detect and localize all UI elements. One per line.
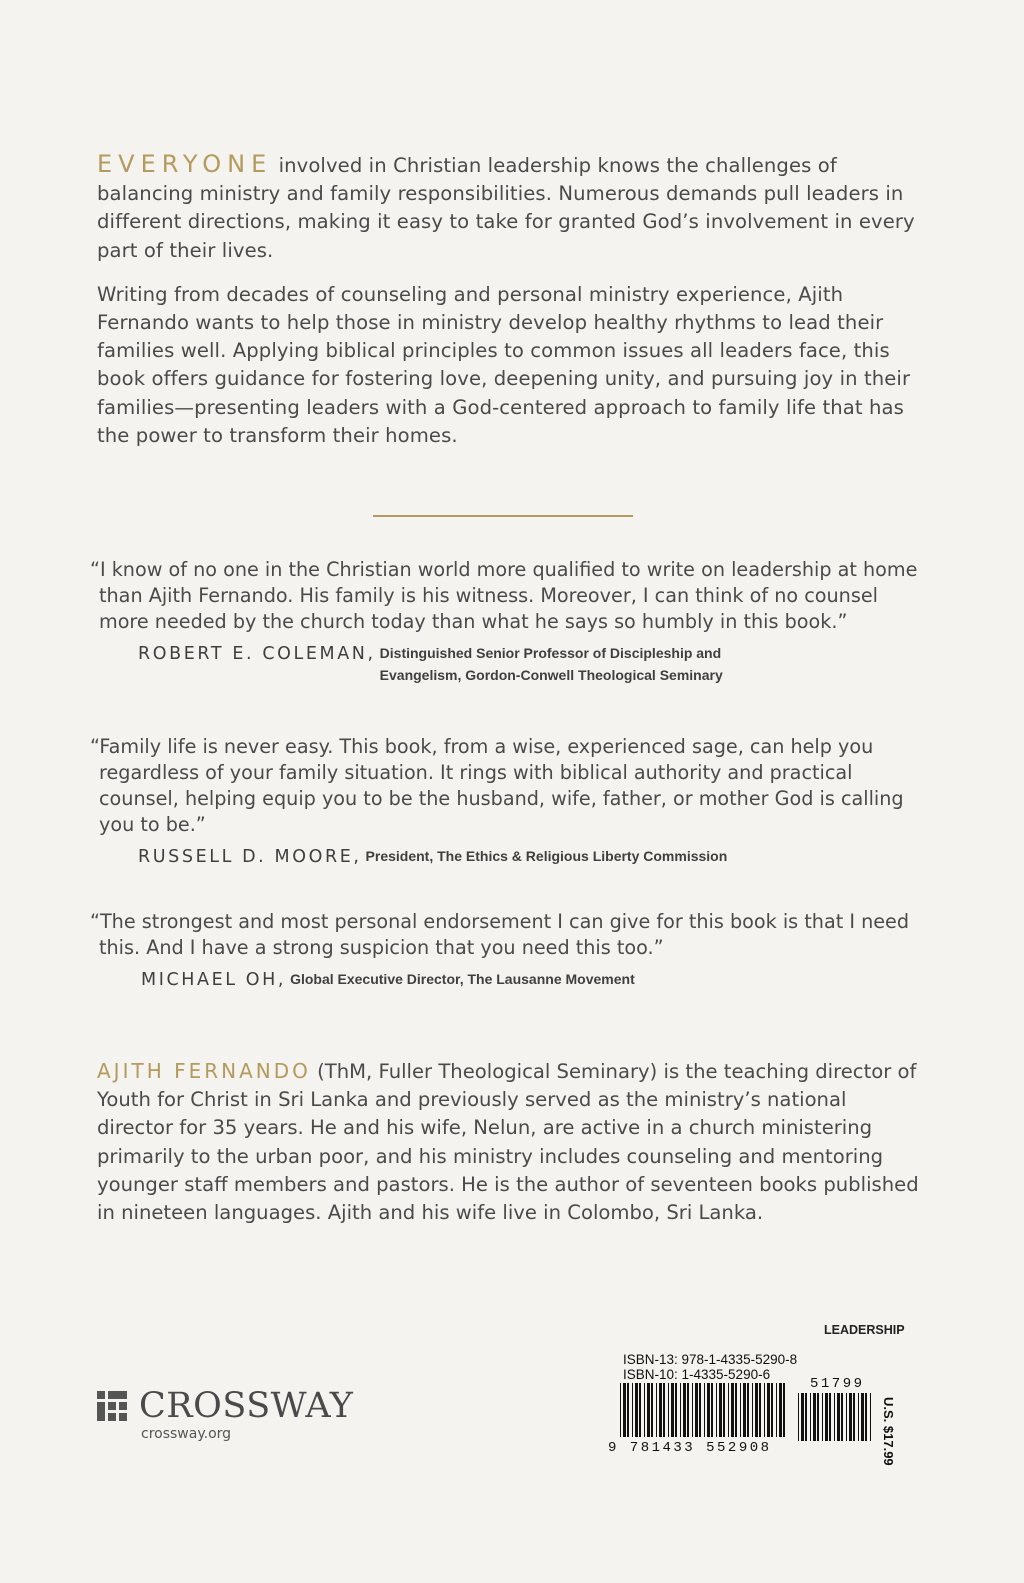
barcode-addon-digits: 51799	[810, 1376, 865, 1392]
barcode-bar	[798, 1393, 799, 1441]
endorser-name: ROBERT E. COLEMAN,	[138, 644, 376, 664]
barcode-bar	[639, 1383, 641, 1437]
endorser-name: RUSSELL D. MOORE,	[138, 847, 362, 867]
description-paragraph-1	[97, 150, 927, 265]
endorsement-3	[90, 909, 930, 993]
barcode-bar	[692, 1383, 693, 1437]
barcode-bar	[825, 1393, 828, 1441]
barcode-bar	[704, 1383, 705, 1437]
barcode-bar	[779, 1383, 782, 1437]
barcode-digits: 9 781433 552908	[608, 1440, 772, 1456]
barcode-bar	[801, 1393, 804, 1441]
section-divider	[373, 515, 633, 517]
barcode-bar	[735, 1383, 737, 1437]
barcode-bar	[627, 1383, 629, 1437]
endorser-name: MICHAEL OH,	[141, 970, 287, 990]
endorsement-quote: “The strongest and most personal endorsement I can give for this book is that I need this. And I have a strong suspicion that you need this too.”	[90, 910, 910, 959]
barcode-bar	[858, 1393, 859, 1441]
barcode-bar	[846, 1393, 847, 1441]
barcode-bar	[716, 1383, 717, 1437]
endorsement-2	[90, 734, 930, 870]
barcode-bar	[861, 1393, 864, 1441]
barcode-bar	[817, 1393, 819, 1441]
barcode-bar	[707, 1383, 710, 1437]
barcode-bar	[695, 1383, 698, 1437]
barcode-bar	[656, 1383, 657, 1437]
endorsement-attribution	[141, 967, 930, 993]
barcode-bar	[755, 1383, 758, 1437]
publisher-name: CROSSWAY	[139, 1386, 354, 1426]
barcode-bar	[837, 1393, 840, 1441]
barcode-bar	[623, 1383, 626, 1437]
barcode-bar	[680, 1383, 681, 1437]
barcode-bar	[647, 1383, 650, 1437]
barcode-bar	[659, 1383, 662, 1437]
barcode-bar	[728, 1383, 729, 1437]
barcode-bar	[743, 1383, 746, 1437]
barcode-bar	[776, 1383, 777, 1437]
barcode-bar	[747, 1383, 749, 1437]
endorsement-attribution	[138, 641, 930, 686]
endorser-role: President, The Ethics & Religious Liberty Commission	[365, 848, 728, 864]
lead-word: EVERYONE	[97, 150, 273, 178]
author-bio-text: (ThM, Fuller Theological Seminary) is the teaching director of Youth for Christ in Sri Lanka and previously served as the ministry’s national director for 35 years. He and his wife, Nelun, are active in a church ministering primarily to the urban poor, and his ministry includes counseling and mentoring younger staff members and pastors. He is the author of seventeen books published in nineteen languages. Ajith and his wife live in Colombo, Sri Lanka.	[97, 1060, 919, 1225]
barcode-bar	[723, 1383, 725, 1437]
author-bio-paragraph	[97, 1057, 927, 1227]
barcode-bar	[731, 1383, 734, 1437]
barcode-bar	[870, 1393, 871, 1441]
publisher-logo	[97, 1386, 353, 1426]
barcode-bar	[671, 1383, 674, 1437]
barcode-bar	[620, 1383, 621, 1437]
barcode-bar	[841, 1393, 843, 1441]
description-paragraph-1-text: involved in Christian leadership knows the challenges of balancing ministry and family responsibilities. Numerous demands pull leaders in different directions, making it easy to take for granted God’s involvement in every part of their lives.	[97, 154, 915, 262]
endorser-role: Distinguished Senior Professor of Discipleship and Evangelism, Gordon-Conwell Theological Seminary	[379, 645, 723, 683]
barcode-bar	[767, 1383, 770, 1437]
barcode-bar	[635, 1383, 638, 1437]
barcode-bar	[668, 1383, 669, 1437]
barcode-bar	[829, 1393, 831, 1441]
barcode-bar	[810, 1393, 811, 1441]
barcode-bar	[759, 1383, 761, 1437]
isbn-10: ISBN-10: 1-4335-5290-6	[623, 1367, 771, 1382]
barcode-bar	[783, 1383, 785, 1437]
barcode-bar	[711, 1383, 713, 1437]
crossway-mark-icon	[97, 1391, 127, 1421]
barcode-bar	[764, 1383, 765, 1437]
endorsement-quote: “I know of no one in the Christian world more qualified to write on leadership at home than Ajith Fernando. His family is his witness. Moreover, I can think of no counsel more needed by the church today than what he says so humbly in this book.”	[90, 558, 918, 633]
barcode-bar	[849, 1393, 852, 1441]
barcode-bar	[719, 1383, 722, 1437]
barcode-bar	[651, 1383, 653, 1437]
barcode-bar	[813, 1393, 816, 1441]
barcode-bar	[771, 1383, 773, 1437]
publisher-url: crossway.org	[141, 1426, 232, 1442]
barcode-bar	[687, 1383, 689, 1437]
author-name: AJITH FERNANDO	[97, 1059, 311, 1083]
barcode-bar	[822, 1393, 823, 1441]
barcode-bar	[834, 1393, 835, 1441]
endorser-role: Global Executive Director, The Lausanne Movement	[290, 971, 635, 987]
barcode-bar	[699, 1383, 701, 1437]
price-label: U.S. $17.99	[881, 1397, 896, 1466]
barcode-bar	[740, 1383, 741, 1437]
author-bio	[97, 1057, 927, 1227]
barcode-bar	[663, 1383, 665, 1437]
barcode-bar	[805, 1393, 807, 1441]
barcode-bar	[752, 1383, 753, 1437]
endorsement-quote: “Family life is never easy. This book, from a wise, experienced sage, can help you regardless of your family situation. It rings with biblical authority and practical counsel, helping equip you to be the husband, wife, father, or mother God is calling you to be.”	[90, 735, 904, 836]
barcode-bar	[683, 1383, 686, 1437]
barcode-bar	[853, 1393, 855, 1441]
barcode-bar	[644, 1383, 645, 1437]
barcode-bar	[632, 1383, 633, 1437]
endorsement-1	[90, 557, 930, 686]
barcode-bar	[865, 1393, 867, 1441]
barcode-bar	[675, 1383, 677, 1437]
isbn-block	[623, 1352, 797, 1382]
isbn-13: ISBN-13: 978-1-4335-5290-8	[623, 1352, 798, 1367]
description-paragraph-2: Writing from decades of counseling and personal ministry experience, Ajith Fernando wants to help those in ministry develop healthy rhythms to lead their families well. Applying biblical principles to common issues all leaders face, this book offers guidance for fostering love, deepening unity, and pursuing joy in their families—presenting leaders with a God-centered approach to family life that has the power to transform their homes.	[97, 282, 911, 447]
category-label: LEADERSHIP	[824, 1323, 905, 1337]
endorsement-attribution	[138, 844, 930, 870]
description	[97, 150, 927, 466]
